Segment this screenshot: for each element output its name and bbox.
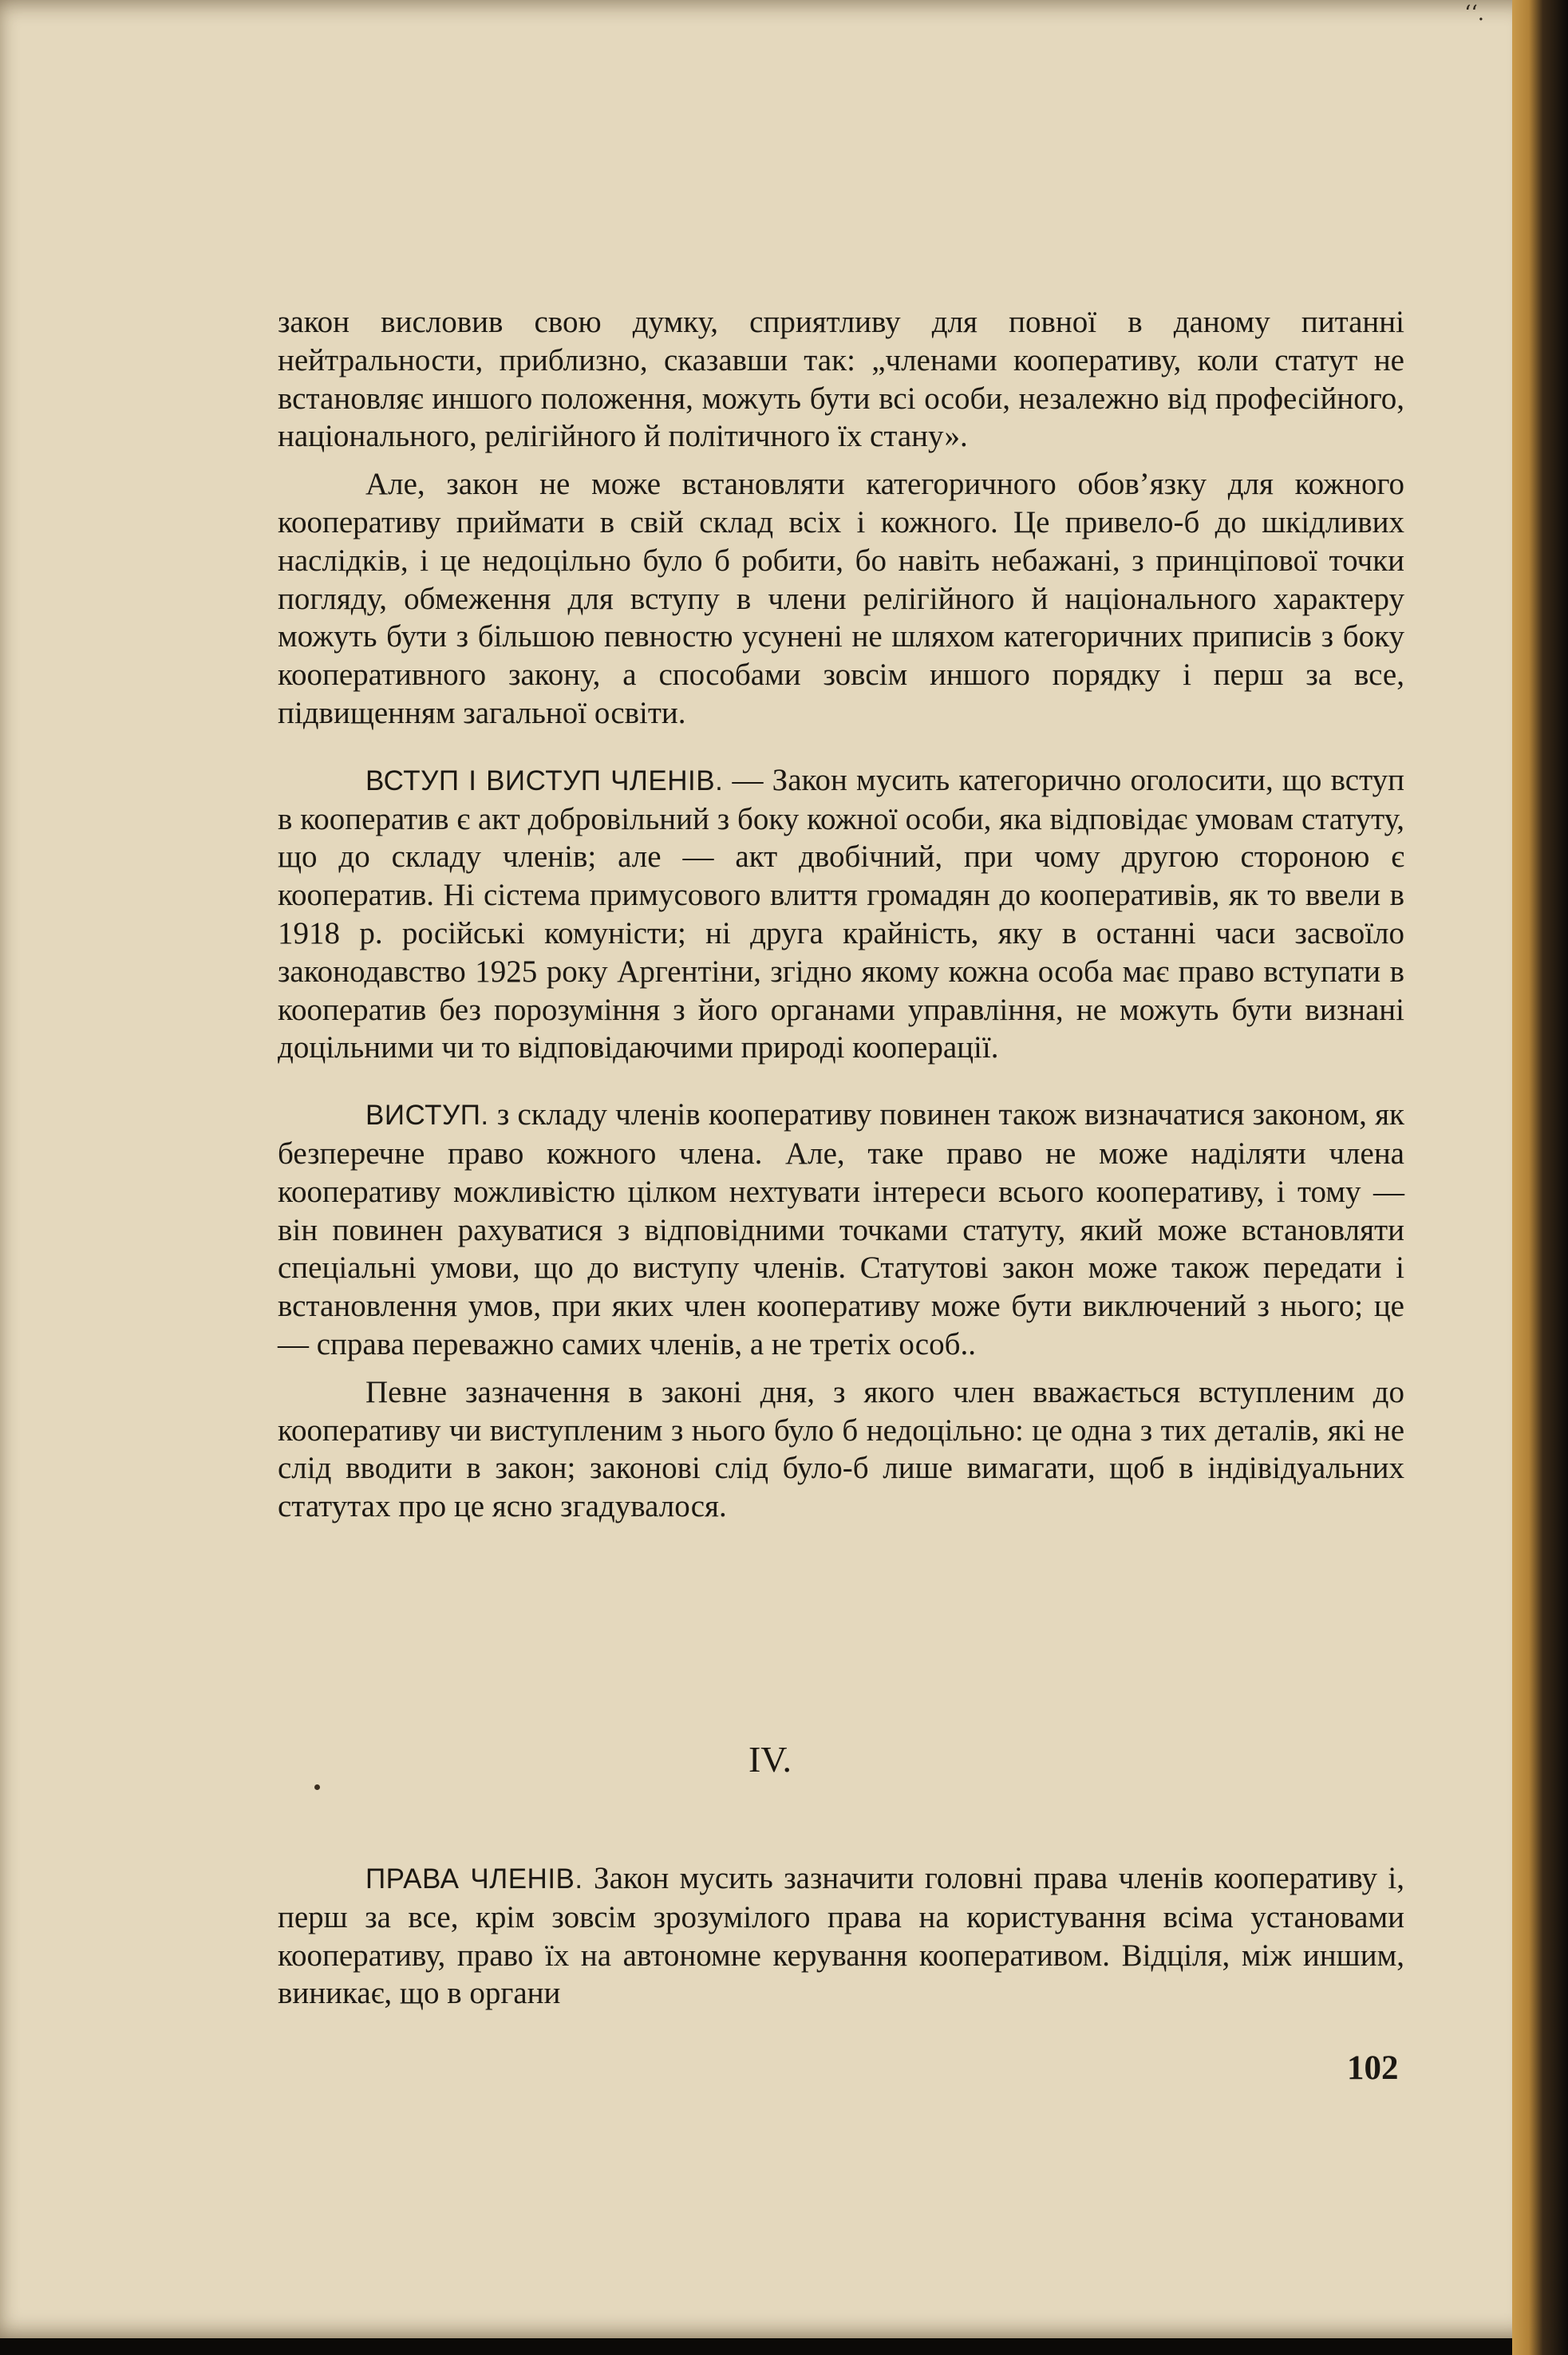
body-text-continued xyxy=(278,1859,1404,2013)
paragraph-exit: ВИСТУП. з складу членів кооперативу повинен також визначатися законом, як безперечне право кожного члена. Але, таке право не може наділяти члена кооперативу можливістю цілком нехтувати інтереси всього кооперативу, і тому — він повинен рахуватися з відповідними точками статуту, який може встановляти спеціальні умови, що до виступу членів. Статутові закон може також передати і встановлення умов, при яких член кооперативу може бути виключений з нього; це — справа переважно самих членів, а не третіх особ.. xyxy=(278,1097,1404,1361)
corner-mark: ʻʻ. xyxy=(1464,2,1484,26)
paragraph: закон висловив свою думку, сприятливу для повної в даному питанні нейтральности, приблизно, сказавши так: „членами кооперативу, коли статут не встановляє иншого положення, можуть бути всі особи, незалежно від професійного, національного, релігійного й політичного їх стану». xyxy=(278,305,1404,454)
section-run-in-heading: ВИСТУП. xyxy=(365,1100,489,1132)
paragraph-entry-exit: ВСТУП І ВИСТУП ЧЛЕНІВ. — Закон мусить категорично оголосити, що вступ в кооператив є акт добровільний з боку кожної особи, яка відповідає умовам статуту, що до складу членів; але — акт двобічний, при чому другою стороною є кооператив. Ні сістема примусового влиття громадян до кооперативів, як то ввели в 1918 р. російські комуністи; ні друга крайність, яку в останні часи засвоїло законодавство 1925 року Аргентіни, згідно якому кожна особа має право вступати в кооператив без порозуміння з його органами управління, не можуть бути визнані доцільними чи то відповідаючими природі кооперації. xyxy=(278,762,1404,1065)
book-spine-edge xyxy=(1512,0,1568,2355)
ink-speck xyxy=(314,1784,320,1790)
paragraph: Але, закон не може встановляти категоричного обов’язку для кожного кооперативу приймати в свій склад всіх і кожного. Це привело-б до шкідливих наслідків, і це недоцільно було б робити, бо навіть небажані, з принціпової точки погляду, обмеження для вступу в члени релігійного й національного характеру можуть бути з більшою певностю усунені не шляхом категоричних приписів з боку кооперативного закону, а способами зовсім иншого порядку і перш за все, підвищенням загальної освіти. xyxy=(278,467,1404,730)
section-run-in-heading: ПРАВА ЧЛЕНІВ. xyxy=(365,1863,583,1895)
section-run-in-heading: ВСТУП І ВИСТУП ЧЛЕНІВ. xyxy=(365,765,724,796)
page-number: 102 xyxy=(1347,2049,1399,2087)
body-text xyxy=(278,303,1404,1526)
chapter-heading: IV. xyxy=(748,1739,792,1780)
paragraph-member-rights: ПРАВА ЧЛЕНІВ. Закон мусить зазначити головні права членів кооперативу і, перш за все, крім зовсім зрозумілого права на користування всіма установами кооперативу, право їх на автономне керування кооперативом. Відціля, між иншим, виникає, що в органи xyxy=(278,1861,1405,2011)
paragraph: Певне зазначення в законі дня, з якого член вважається вступленим до кооперативу чи виступленим з нього було б недоцільно: це одна з тих деталів, які не слід вводити в закон; законові слід було-б лише вимагати, щоб в індівідуальних статутах про це ясно згадувалося. xyxy=(278,1374,1404,1524)
